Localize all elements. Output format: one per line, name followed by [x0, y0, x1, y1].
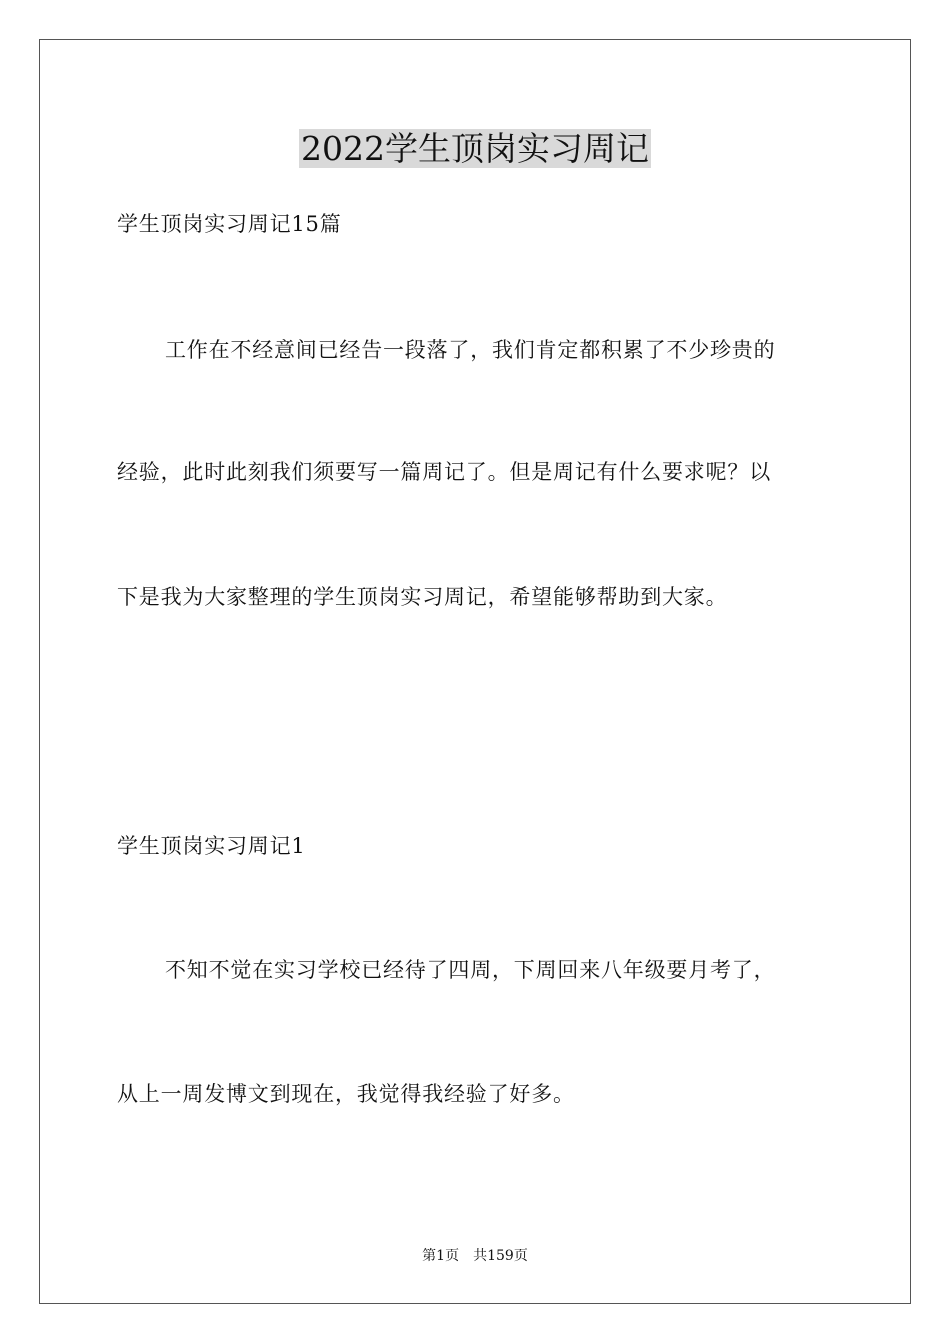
- intro-line-2: 经验，此时此刻我们须要写一篇周记了。但是周记有什么要求呢？以: [117, 460, 771, 484]
- section-line-1: 不知不觉在实习学校已经待了四周，下周回来八年级要月考了，: [165, 958, 776, 982]
- page-number: 第1页: [422, 1248, 460, 1264]
- document-title: [0, 127, 950, 171]
- page-footer: [0, 1247, 950, 1265]
- intro-line-3: 下是我为大家整理的学生顶岗实习周记，希望能够帮助到大家。: [117, 585, 728, 609]
- intro-line-1: 工作在不经意间已经告一段落了，我们肯定都积累了不少珍贵的: [165, 338, 776, 362]
- document-title-text: 2022学生顶岗实习周记: [301, 129, 649, 168]
- document-subtitle: 学生顶岗实习周记15篇: [117, 212, 342, 236]
- section-heading: 学生顶岗实习周记1: [117, 834, 306, 858]
- section-line-2: 从上一周发博文到现在，我觉得我经验了好多。: [117, 1082, 575, 1106]
- page-total: 共159页: [473, 1248, 528, 1264]
